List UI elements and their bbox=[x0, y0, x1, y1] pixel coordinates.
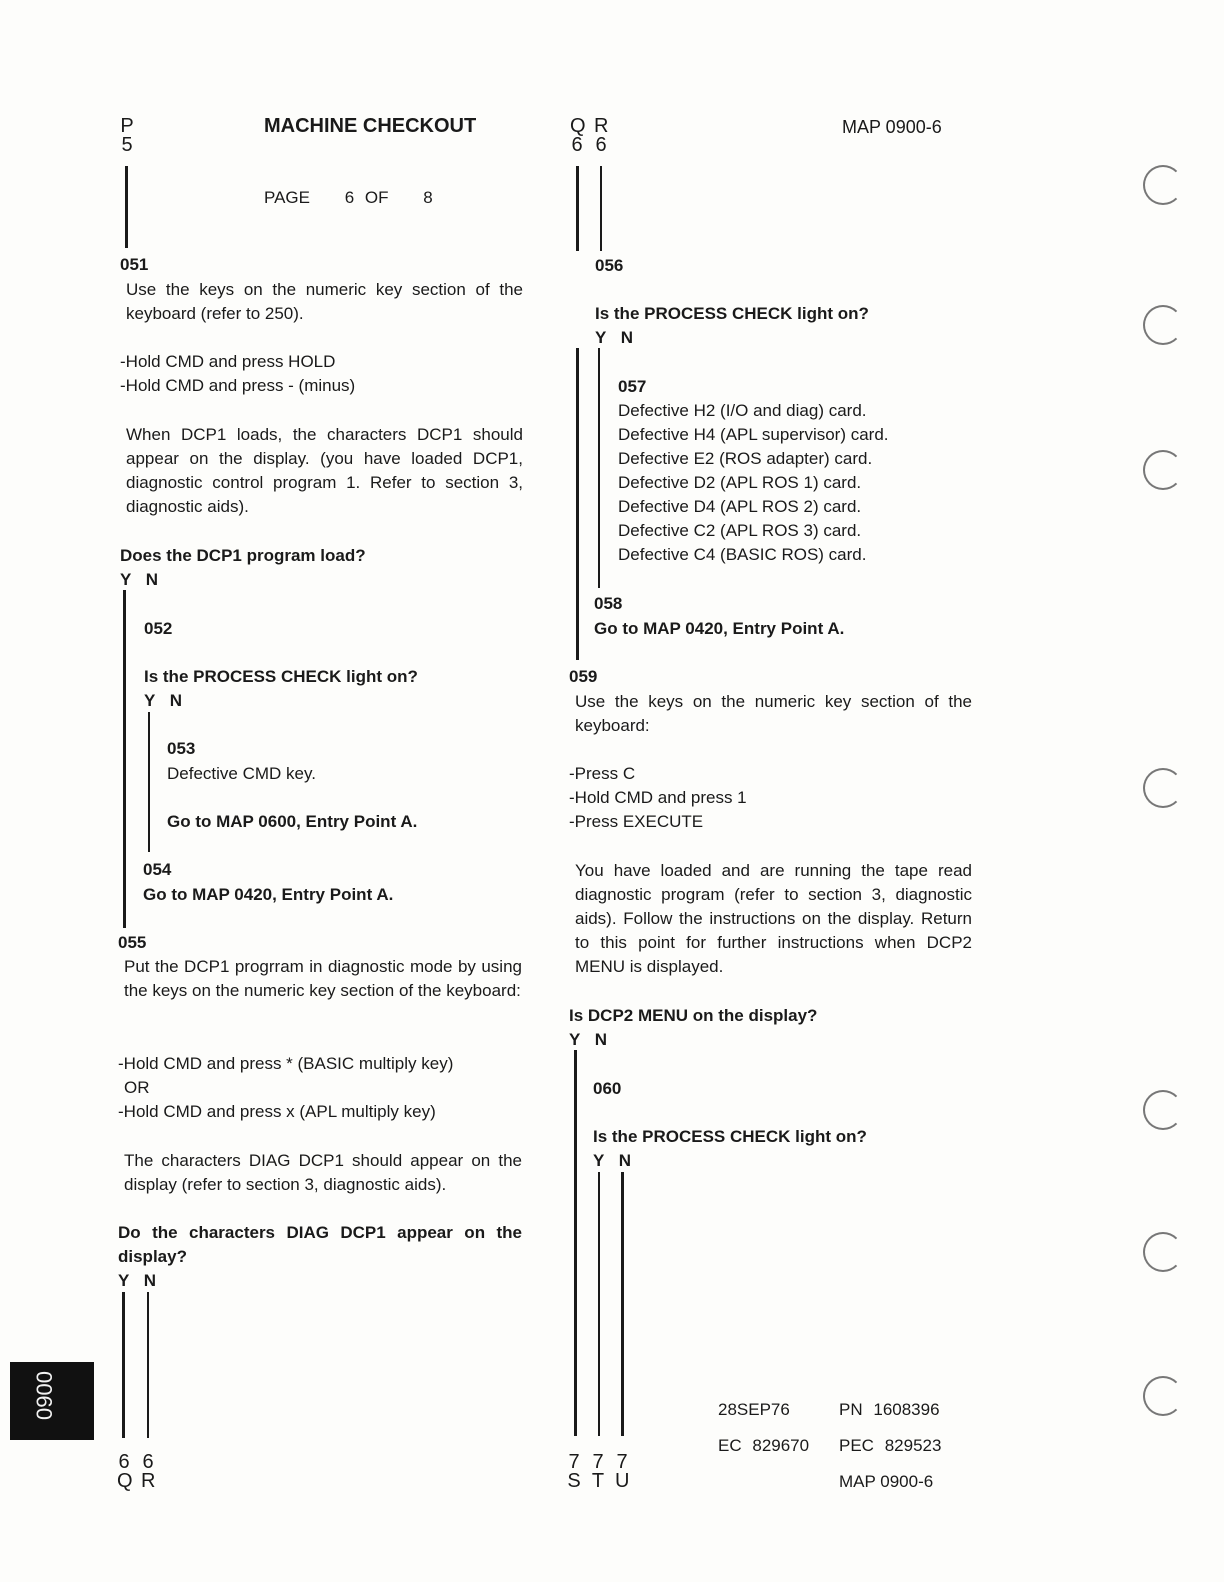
flow-line-yes bbox=[148, 712, 150, 852]
flow-line-no bbox=[147, 1292, 149, 1438]
yes-label: Y bbox=[569, 1030, 581, 1049]
question-process-check-2: Is the PROCESS CHECK light on? bbox=[593, 1127, 867, 1146]
step-051-text-2: When DCP1 loads, the characters DCP1 should appear on the display. (you have loaded DCP1, diagnostic control program 1. Refer to section 3, diagnostic aids). bbox=[126, 425, 523, 516]
step-059-number: 059 bbox=[569, 667, 598, 686]
page-of: OF bbox=[364, 188, 389, 207]
binder-hole-icon bbox=[1143, 1376, 1183, 1416]
step-055-text: Put the DCP1 progrram in diagnostic mode by using the keys on the numeric key section of the keyboard: bbox=[124, 957, 522, 1000]
connector-page: 7 bbox=[592, 1451, 604, 1473]
step-055-text-2: The characters DIAG DCP1 should appear on the display (refer to section 3, diagnostic aids). bbox=[124, 1151, 522, 1194]
card-item: Defective C4 (BASIC ROS) card. bbox=[618, 545, 867, 564]
pn-label: PN bbox=[839, 1400, 863, 1419]
step-051-command-2: -Hold CMD and press - (minus) bbox=[120, 376, 356, 395]
no-label: N bbox=[143, 1271, 157, 1290]
flow-line-q-continue bbox=[576, 348, 579, 660]
connector-page: 5 bbox=[121, 134, 133, 156]
footer-ec-number bbox=[718, 1434, 809, 1458]
step-059-command-2: -Hold CMD and press 1 bbox=[569, 788, 747, 807]
offpage-connector-7u bbox=[615, 1453, 629, 1491]
flow-line bbox=[125, 166, 128, 248]
flow-line-r bbox=[600, 166, 602, 251]
flow-line-yes bbox=[598, 1172, 600, 1436]
footer-part-number bbox=[839, 1398, 940, 1422]
step-054-goto: Go to MAP 0420, Entry Point A. bbox=[143, 885, 394, 904]
question-process-check: Is the PROCESS CHECK light on? bbox=[144, 667, 418, 686]
flow-line-yes bbox=[574, 1050, 577, 1436]
yes-no-3 bbox=[118, 1269, 156, 1293]
no-label: N bbox=[594, 1030, 608, 1049]
yes-label: Y bbox=[118, 1271, 130, 1290]
step-051-number: 051 bbox=[120, 255, 149, 274]
page-total: 8 bbox=[423, 188, 433, 207]
card-item: Defective H2 (I/O and diag) card. bbox=[618, 401, 867, 420]
yes-label: Y bbox=[595, 328, 607, 347]
offpage-connector-p5 bbox=[120, 117, 134, 155]
step-058-goto: Go to MAP 0420, Entry Point A. bbox=[594, 619, 845, 638]
yes-label: Y bbox=[593, 1151, 605, 1170]
step-059-text: Use the keys on the numeric key section of the keyboard: bbox=[575, 692, 972, 735]
step-053-goto: Go to MAP 0600, Entry Point A. bbox=[167, 812, 418, 831]
page-number: 6 bbox=[344, 188, 355, 207]
connector-letter: Q bbox=[570, 115, 586, 137]
step-053-number: 053 bbox=[167, 739, 196, 758]
flow-line-yes bbox=[123, 590, 126, 928]
binder-hole-icon bbox=[1143, 305, 1183, 345]
yes-no-1 bbox=[595, 326, 633, 350]
footer-map-reference: MAP 0900-6 bbox=[839, 1472, 934, 1491]
card-item: Defective C2 (APL ROS 3) card. bbox=[618, 521, 862, 540]
step-059-text-2: You have loaded and are running the tape read diagnostic program (refer to section 3, diagnostic aids). Follow the instructions on the display. Return to this point for further instructions when DCP2 MENU is displayed. bbox=[575, 861, 972, 976]
no-label: N bbox=[145, 570, 159, 589]
connector-page: 6 bbox=[595, 134, 607, 156]
offpage-connector-7t bbox=[591, 1453, 605, 1491]
connector-letter: R bbox=[594, 115, 609, 137]
connector-page: 6 bbox=[142, 1451, 154, 1473]
offpage-connector-r6 bbox=[594, 117, 608, 155]
step-057-number: 057 bbox=[618, 377, 647, 396]
step-051-command-1: -Hold CMD and press HOLD bbox=[120, 352, 336, 371]
question-diag-dcp1: Do the characters DIAG DCP1 appear on the display? bbox=[118, 1223, 522, 1266]
connector-letter: S bbox=[567, 1470, 581, 1492]
section-index-tab bbox=[10, 1362, 94, 1440]
step-055-or: OR bbox=[124, 1078, 150, 1097]
yes-label: Y bbox=[144, 691, 156, 710]
flow-line-yes bbox=[598, 348, 600, 588]
map-reference: MAP 0900-6 bbox=[842, 117, 942, 137]
step-054-number: 054 bbox=[143, 860, 172, 879]
page-title: MACHINE CHECKOUT bbox=[264, 115, 477, 137]
ec-value: 829670 bbox=[752, 1436, 810, 1455]
step-060-number: 060 bbox=[593, 1079, 622, 1098]
question-process-check: Is the PROCESS CHECK light on? bbox=[595, 304, 869, 323]
connector-letter: T bbox=[591, 1470, 605, 1492]
step-051-text: Use the keys on the numeric key section of the keyboard (refer to 250). bbox=[126, 280, 523, 323]
section-index-label: 0900 bbox=[32, 1371, 57, 1420]
binder-hole-icon bbox=[1143, 165, 1183, 205]
page-label: PAGE bbox=[264, 188, 310, 207]
no-label: N bbox=[620, 328, 634, 347]
yes-no-3 bbox=[593, 1149, 631, 1173]
no-label: N bbox=[169, 691, 183, 710]
card-item: Defective E2 (ROS adapter) card. bbox=[618, 449, 873, 468]
step-055-number: 055 bbox=[118, 933, 147, 952]
offpage-connector-7s bbox=[567, 1453, 581, 1491]
yes-no-1 bbox=[120, 568, 158, 592]
connector-letter: Q bbox=[117, 1470, 133, 1492]
step-055-command-2: -Hold CMD and press x (APL multiply key) bbox=[118, 1102, 436, 1121]
question-dcp2-menu: Is DCP2 MENU on the display? bbox=[569, 1006, 818, 1025]
step-053-text: Defective CMD key. bbox=[167, 764, 316, 783]
offpage-connector-q6 bbox=[570, 117, 584, 155]
step-052-number: 052 bbox=[144, 619, 173, 638]
footer-pec-number bbox=[839, 1434, 941, 1458]
footer-date: 28SEP76 bbox=[718, 1400, 790, 1419]
page-indicator bbox=[264, 188, 433, 208]
step-057-card-list bbox=[618, 399, 889, 567]
connector-page: 6 bbox=[118, 1451, 130, 1473]
flow-line-yes bbox=[122, 1292, 125, 1438]
yes-label: Y bbox=[120, 570, 132, 589]
step-055-command-1: -Hold CMD and press * (BASIC multiply key) bbox=[118, 1054, 454, 1073]
pec-value: 829523 bbox=[884, 1436, 942, 1455]
binder-hole-icon bbox=[1143, 768, 1183, 808]
flow-line-q bbox=[576, 166, 579, 251]
flow-line-no bbox=[621, 1172, 624, 1436]
card-item: Defective D4 (APL ROS 2) card. bbox=[618, 497, 862, 516]
offpage-connector-6r bbox=[141, 1453, 155, 1491]
binder-hole-icon bbox=[1143, 1232, 1183, 1272]
connector-page: 7 bbox=[616, 1451, 628, 1473]
offpage-connector-6q bbox=[117, 1453, 131, 1491]
step-058-number: 058 bbox=[594, 594, 623, 613]
pn-value: 1608396 bbox=[873, 1400, 940, 1419]
yes-no-2 bbox=[569, 1028, 607, 1052]
binder-hole-icon bbox=[1143, 450, 1183, 490]
connector-letter: R bbox=[141, 1470, 156, 1492]
question-dcp1-load: Does the DCP1 program load? bbox=[120, 546, 366, 565]
yes-no-2 bbox=[144, 689, 182, 713]
connector-page: 7 bbox=[568, 1451, 580, 1473]
ec-label: EC bbox=[718, 1436, 742, 1455]
connector-page: 6 bbox=[571, 134, 583, 156]
connector-letter: P bbox=[120, 115, 134, 137]
binder-hole-icon bbox=[1143, 1090, 1183, 1130]
connector-letter: U bbox=[615, 1470, 630, 1492]
step-059-command-1: -Press C bbox=[569, 764, 636, 783]
pec-label: PEC bbox=[839, 1436, 874, 1455]
step-059-command-3: -Press EXECUTE bbox=[569, 812, 704, 831]
step-056-number: 056 bbox=[595, 256, 624, 275]
no-label: N bbox=[618, 1151, 632, 1170]
card-item: Defective D2 (APL ROS 1) card. bbox=[618, 473, 862, 492]
card-item: Defective H4 (APL supervisor) card. bbox=[618, 425, 889, 444]
